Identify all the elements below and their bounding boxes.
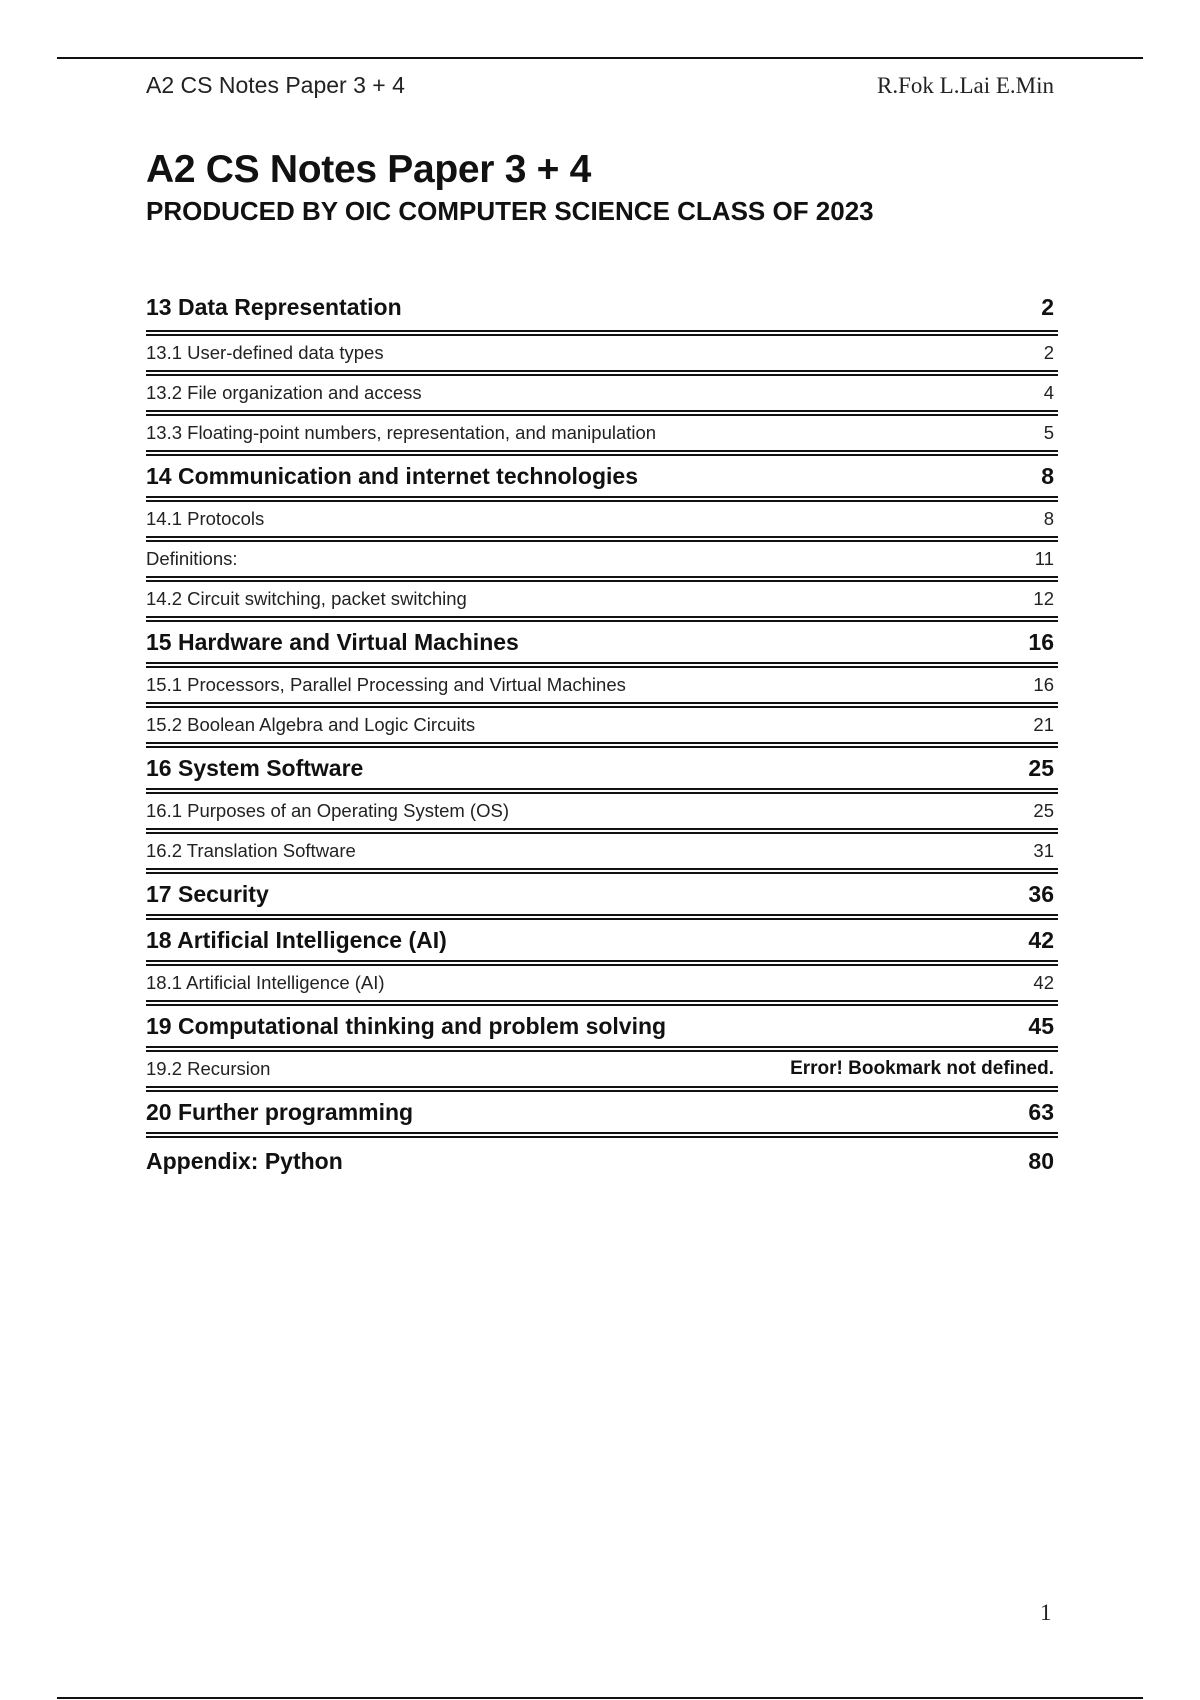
toc-entry-page: 8 [1043,508,1054,529]
toc-entry-page: 2 [1041,293,1054,320]
toc-entry[interactable] [146,668,1058,708]
toc-entry[interactable] [146,920,1058,966]
toc-entry[interactable] [146,794,1058,834]
toc-entry-page: 21 [1033,714,1054,735]
toc-entry-label: 13 Data Representation [146,293,402,320]
toc-entry-label: 15.1 Processors, Parallel Processing and Virtual Machines [146,674,626,695]
toc-entry-label: 16 System Software [146,754,364,781]
toc-entry[interactable] [146,708,1058,748]
toc-entry-page: 2 [1043,342,1054,363]
toc-entry-page: 16 [1033,674,1054,695]
toc-entry-page: 31 [1033,840,1054,861]
toc-entry[interactable] [146,1138,1058,1184]
toc-entry[interactable] [146,834,1058,874]
toc-entry-label: 18 Artificial Intelligence (AI) [146,926,447,953]
toc-entry-page: 36 [1028,880,1054,907]
header-authors: R.Fok L.Lai E.Min [877,73,1054,98]
toc-entry[interactable] [146,376,1058,416]
toc-entry-label: 13.1 User-defined data types [146,342,384,363]
toc-entry-label: 17 Security [146,880,269,907]
toc-entry-page-error: Error! Bookmark not defined. [790,1058,1054,1079]
toc-entry-label: 19.2 Recursion [146,1058,271,1079]
toc-entry[interactable] [146,542,1058,582]
bottom-rule [57,1697,1143,1699]
toc-entry-label: 13.2 File organization and access [146,382,422,403]
toc-entry-label: 13.3 Floating-point numbers, representation, and manipulation [146,422,657,443]
toc-entry-label: 19 Computational thinking and problem solving [146,1012,667,1039]
toc-entry-page: 25 [1028,754,1054,781]
toc-entry-page: 5 [1043,422,1054,443]
toc-entry-page: 8 [1041,462,1054,489]
toc-entry-label: Definitions: [146,548,238,569]
toc-entry-page: 80 [1028,1147,1054,1174]
toc-entry-label: 16.1 Purposes of an Operating System (OS) [146,800,509,821]
document-title: A2 CS Notes Paper 3 + 4 [146,148,592,191]
toc-entry-page: 42 [1028,926,1054,953]
running-header [146,72,1054,99]
table-of-contents [146,284,1058,1184]
document-subtitle: PRODUCED BY OIC COMPUTER SCIENCE CLASS OF 2023 [146,196,874,226]
toc-entry-label: 14.2 Circuit switching, packet switching [146,588,467,609]
toc-entry-label: 20 Further programming [146,1098,414,1125]
toc-entry-page: 25 [1033,800,1054,821]
page-number: 1 [1040,1600,1052,1625]
toc-entry-label: 18.1 Artificial Intelligence (AI) [146,972,385,993]
toc-entry-page: 11 [1034,548,1054,569]
toc-entry[interactable] [146,622,1058,668]
toc-entry-label: Appendix: Python [146,1147,343,1174]
toc-entry[interactable] [146,966,1058,1006]
top-rule [57,57,1143,59]
toc-entry-label: 14 Communication and internet technologies [146,462,639,489]
toc-entry[interactable] [146,748,1058,794]
toc-entry-page: 42 [1033,972,1054,993]
toc-entry-page: 16 [1028,628,1054,655]
toc-entry-page: 12 [1033,588,1054,609]
toc-entry[interactable] [146,1092,1058,1138]
toc-entry[interactable] [146,416,1058,456]
toc-entry-page: 63 [1028,1098,1054,1125]
toc-entry[interactable] [146,284,1058,336]
toc-entry-label: 16.2 Translation Software [146,840,356,861]
header-title: A2 CS Notes Paper 3 + 4 [146,72,405,98]
toc-entry-label: 15 Hardware and Virtual Machines [146,628,519,655]
toc-entry-label: 15.2 Boolean Algebra and Logic Circuits [146,714,476,735]
toc-entry[interactable] [146,456,1058,502]
toc-entry[interactable] [146,582,1058,622]
toc-entry-label: 14.1 Protocols [146,508,265,529]
toc-entry[interactable] [146,1052,1058,1092]
toc-entry-page: 4 [1043,382,1054,403]
toc-entry[interactable] [146,874,1058,920]
toc-entry-page: 45 [1028,1012,1054,1039]
toc-entry[interactable] [146,502,1058,542]
toc-entry[interactable] [146,336,1058,376]
toc-entry[interactable] [146,1006,1058,1052]
